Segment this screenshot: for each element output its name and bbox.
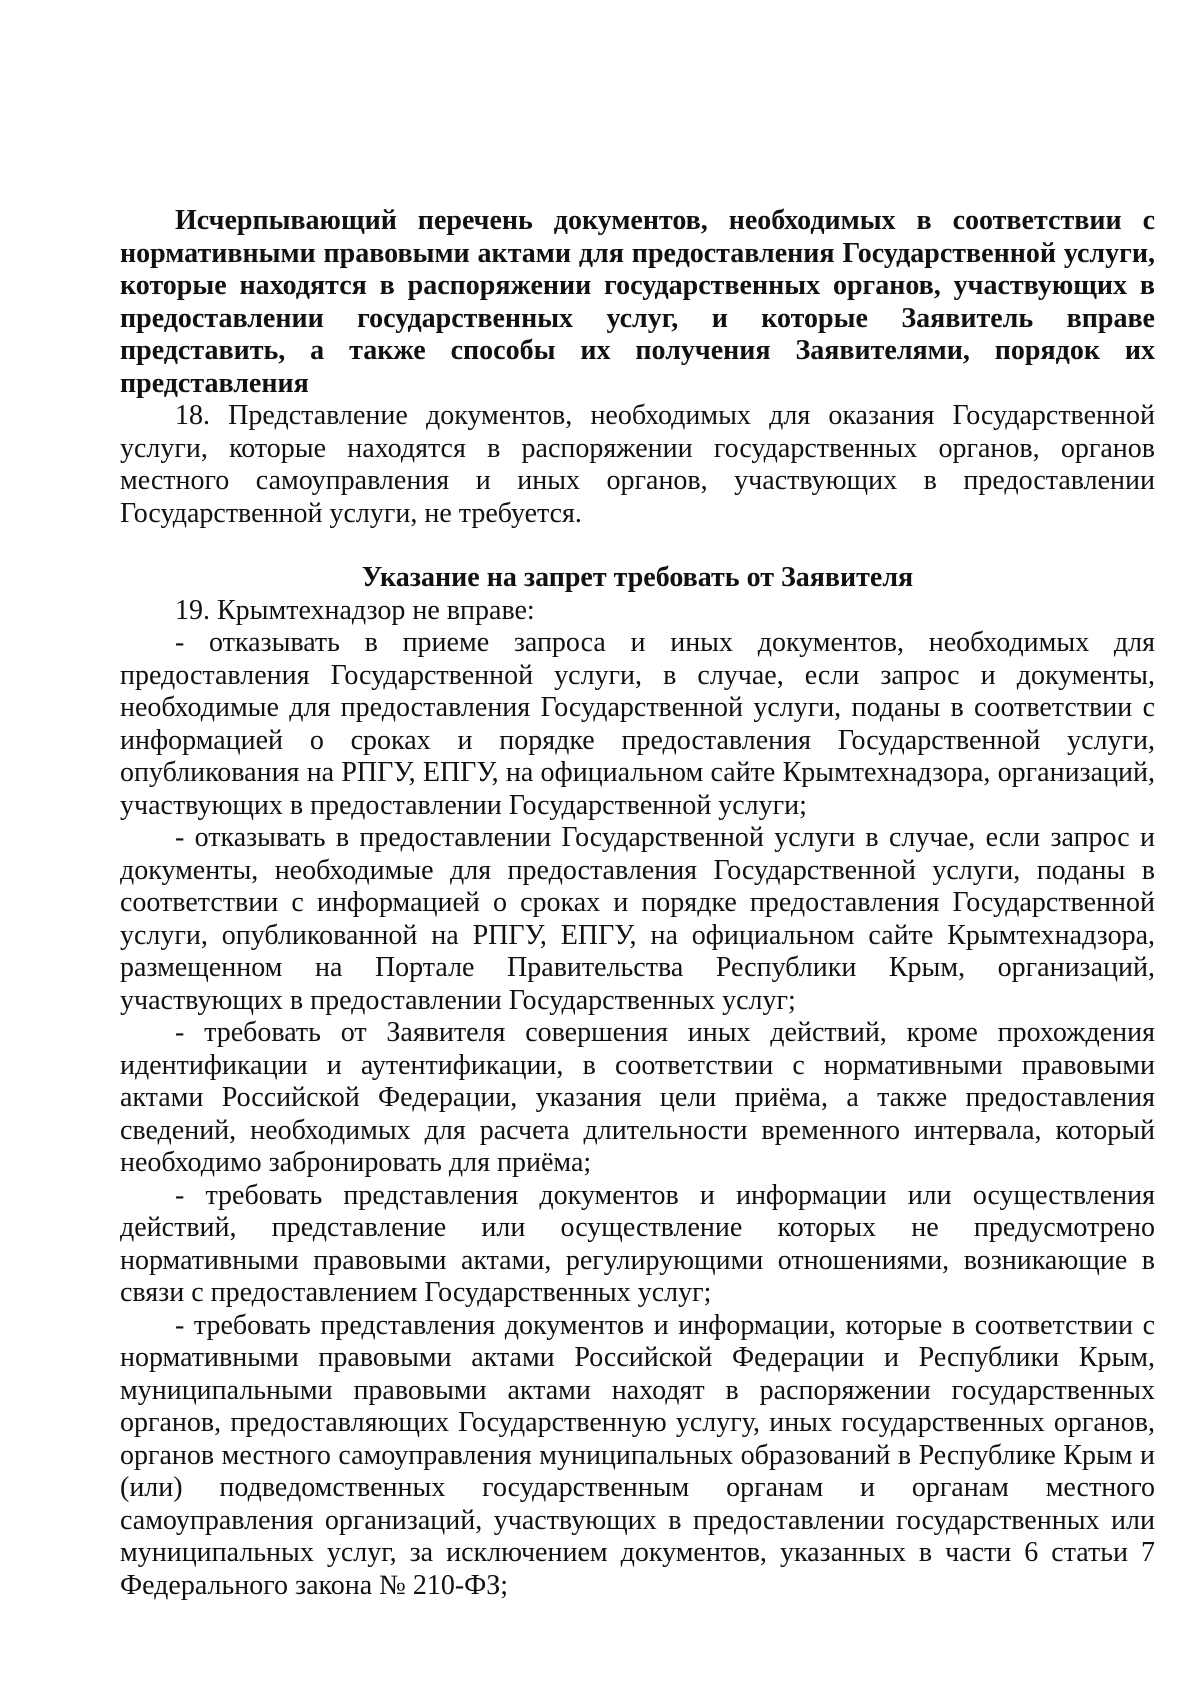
document-body bbox=[120, 205, 1155, 1602]
section-heading-prohibition: Указание на запрет требовать от Заявителя bbox=[361, 562, 914, 593]
list-item: - отказывать в приеме запроса и иных документов, необходимых для предоставления Государственной услуги, в случае, если запрос и документы, необходимые для предоставления Государственной услуги, поданы в соответствии с информацией о сроках и порядке предоставления Государственной услуги, опубликования на РПГУ, ЕПГУ, на официальном сайте Крымтехнадзора, организаций, участвующих в предоставлении Государственной услуги; bbox=[120, 627, 1155, 821]
list-item: - отказывать в предоставлении Государственной услуги в случае, если запрос и документы, необходимые для предоставления Государственной услуги, поданы в соответствии с информацией о сроках и порядке предоставления Государственной услуги, опубликованной на РПГУ, ЕПГУ, на официальном сайте Крымтехнадзора, размещенном на Портале Правительства Республики Крым, организаций, участвующих в предоставлении Государственных услуг; bbox=[120, 822, 1155, 1016]
paragraph-18: 18. Представление документов, необходимых для оказания Государственной услуги, которые находятся в распоряжении государственных органов, органов местного самоуправления и иных органов, участвующих в предоставлении Государственной услуги, не требуется. bbox=[120, 400, 1155, 529]
list-item: - требовать представления документов и информации, которые в соответствии с нормативными правовыми актами Российской Федерации и Республики Крым, муниципальными правовыми актами находят в распоряжении государственных органов, предоставляющих Государственную услугу, иных государственных органов, органов местного самоуправления муниципальных образований в Республике Крым и (или) подведомственных государственным органам и органам местного самоуправления организаций, участвующих в предоставлении государственных или муниципальных услуг, за исключением документов, указанных в части 6 статьи 7 Федерального закона № 210-ФЗ; bbox=[120, 1309, 1155, 1601]
list-item: - требовать представления документов и информации или осуществления действий, представление или осуществление которых не предусмотрено нормативными правовыми актами, регулирующими отношениями, возникающие в связи с предоставлением Государственных услуг; bbox=[120, 1179, 1155, 1308]
list-item: - требовать от Заявителя совершения иных действий, кроме прохождения идентификации и аутентификации, в соответствии с нормативными правовыми актами Российской Федерации, указания цели приёма, а также предоставления сведений, необходимых для расчета длительности временного интервала, который необходимо забронировать для приёма; bbox=[120, 1017, 1155, 1178]
section-heading-documents: Исчерпывающий перечень документов, необходимых в соответствии с нормативными правовыми актами для предоставления Государственной услуги, которые находятся в распоряжении государственных органов, участвующих в предоставлении государственных услуг, и которые Заявитель вправе представить, а также способы их получения Заявителями, порядок их представления bbox=[120, 205, 1155, 399]
paragraph-19-intro: 19. Крымтехнадзор не вправе: bbox=[175, 594, 535, 626]
